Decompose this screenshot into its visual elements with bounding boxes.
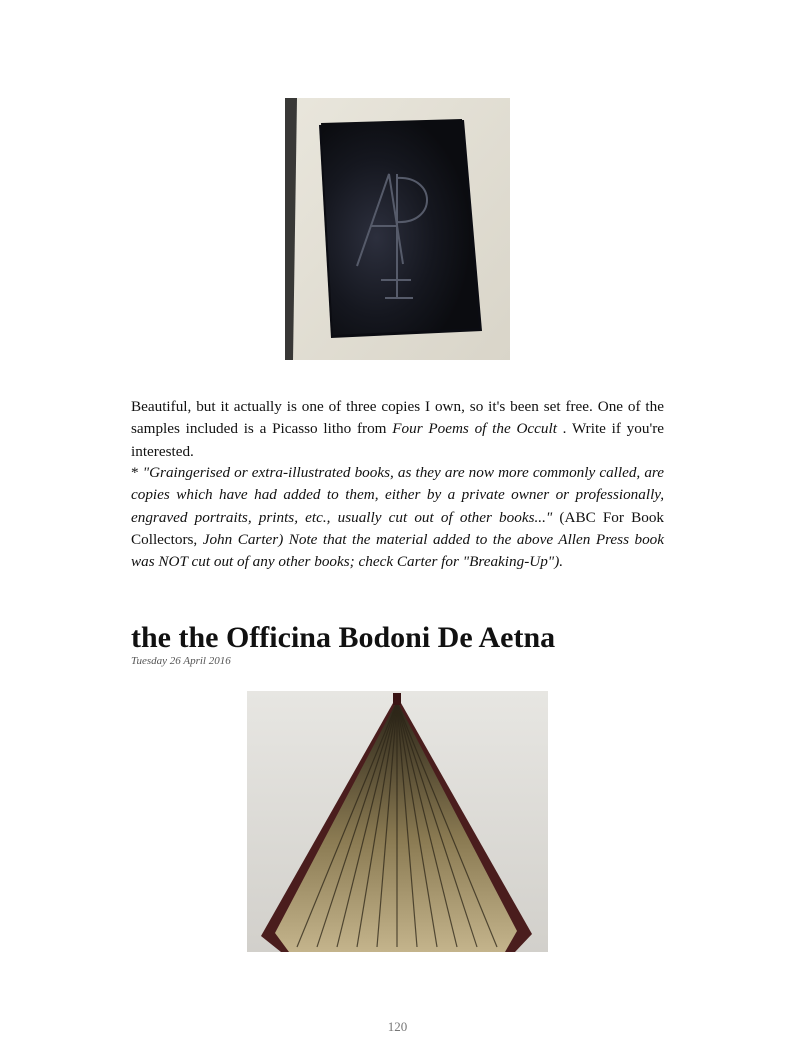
paragraph-footnote [131,462,664,573]
footnote-quote: "Graingerised or extra-illustrated books, as they are now more commonly called, are copies which have had added to them, either by a private owner or professionally, engraved portraits, prints, etc., usually cut out of other books..." [131,464,665,526]
post-date: Tuesday 26 April 2016 [131,655,231,667]
paragraph-intro [131,396,664,463]
post-title: the the Officina Bodoni De Aetna [131,621,556,654]
footnote-asterisk: * [131,464,143,481]
book-cover-photo [285,98,510,360]
intro-text-end: . Write if you're interested. [131,420,664,460]
book-title-italic: Four Poems of the Occult [392,420,557,438]
page-number: 120 [387,1019,408,1034]
intro-text: Beautiful, but it actually is one of three copies I own, so it's been set free. One of the samples included is a Picasso litho from [131,398,664,438]
footnote-author: John Carter [202,530,279,548]
footnote-source: (ABC For Book Collectors, [131,508,665,548]
footnote-note: ) Note that the material added to the above Allen Press book was NOT cut out of any other books; check Carter for "Breaking-Up"). [131,530,664,571]
fanned-book-photo [247,691,548,952]
